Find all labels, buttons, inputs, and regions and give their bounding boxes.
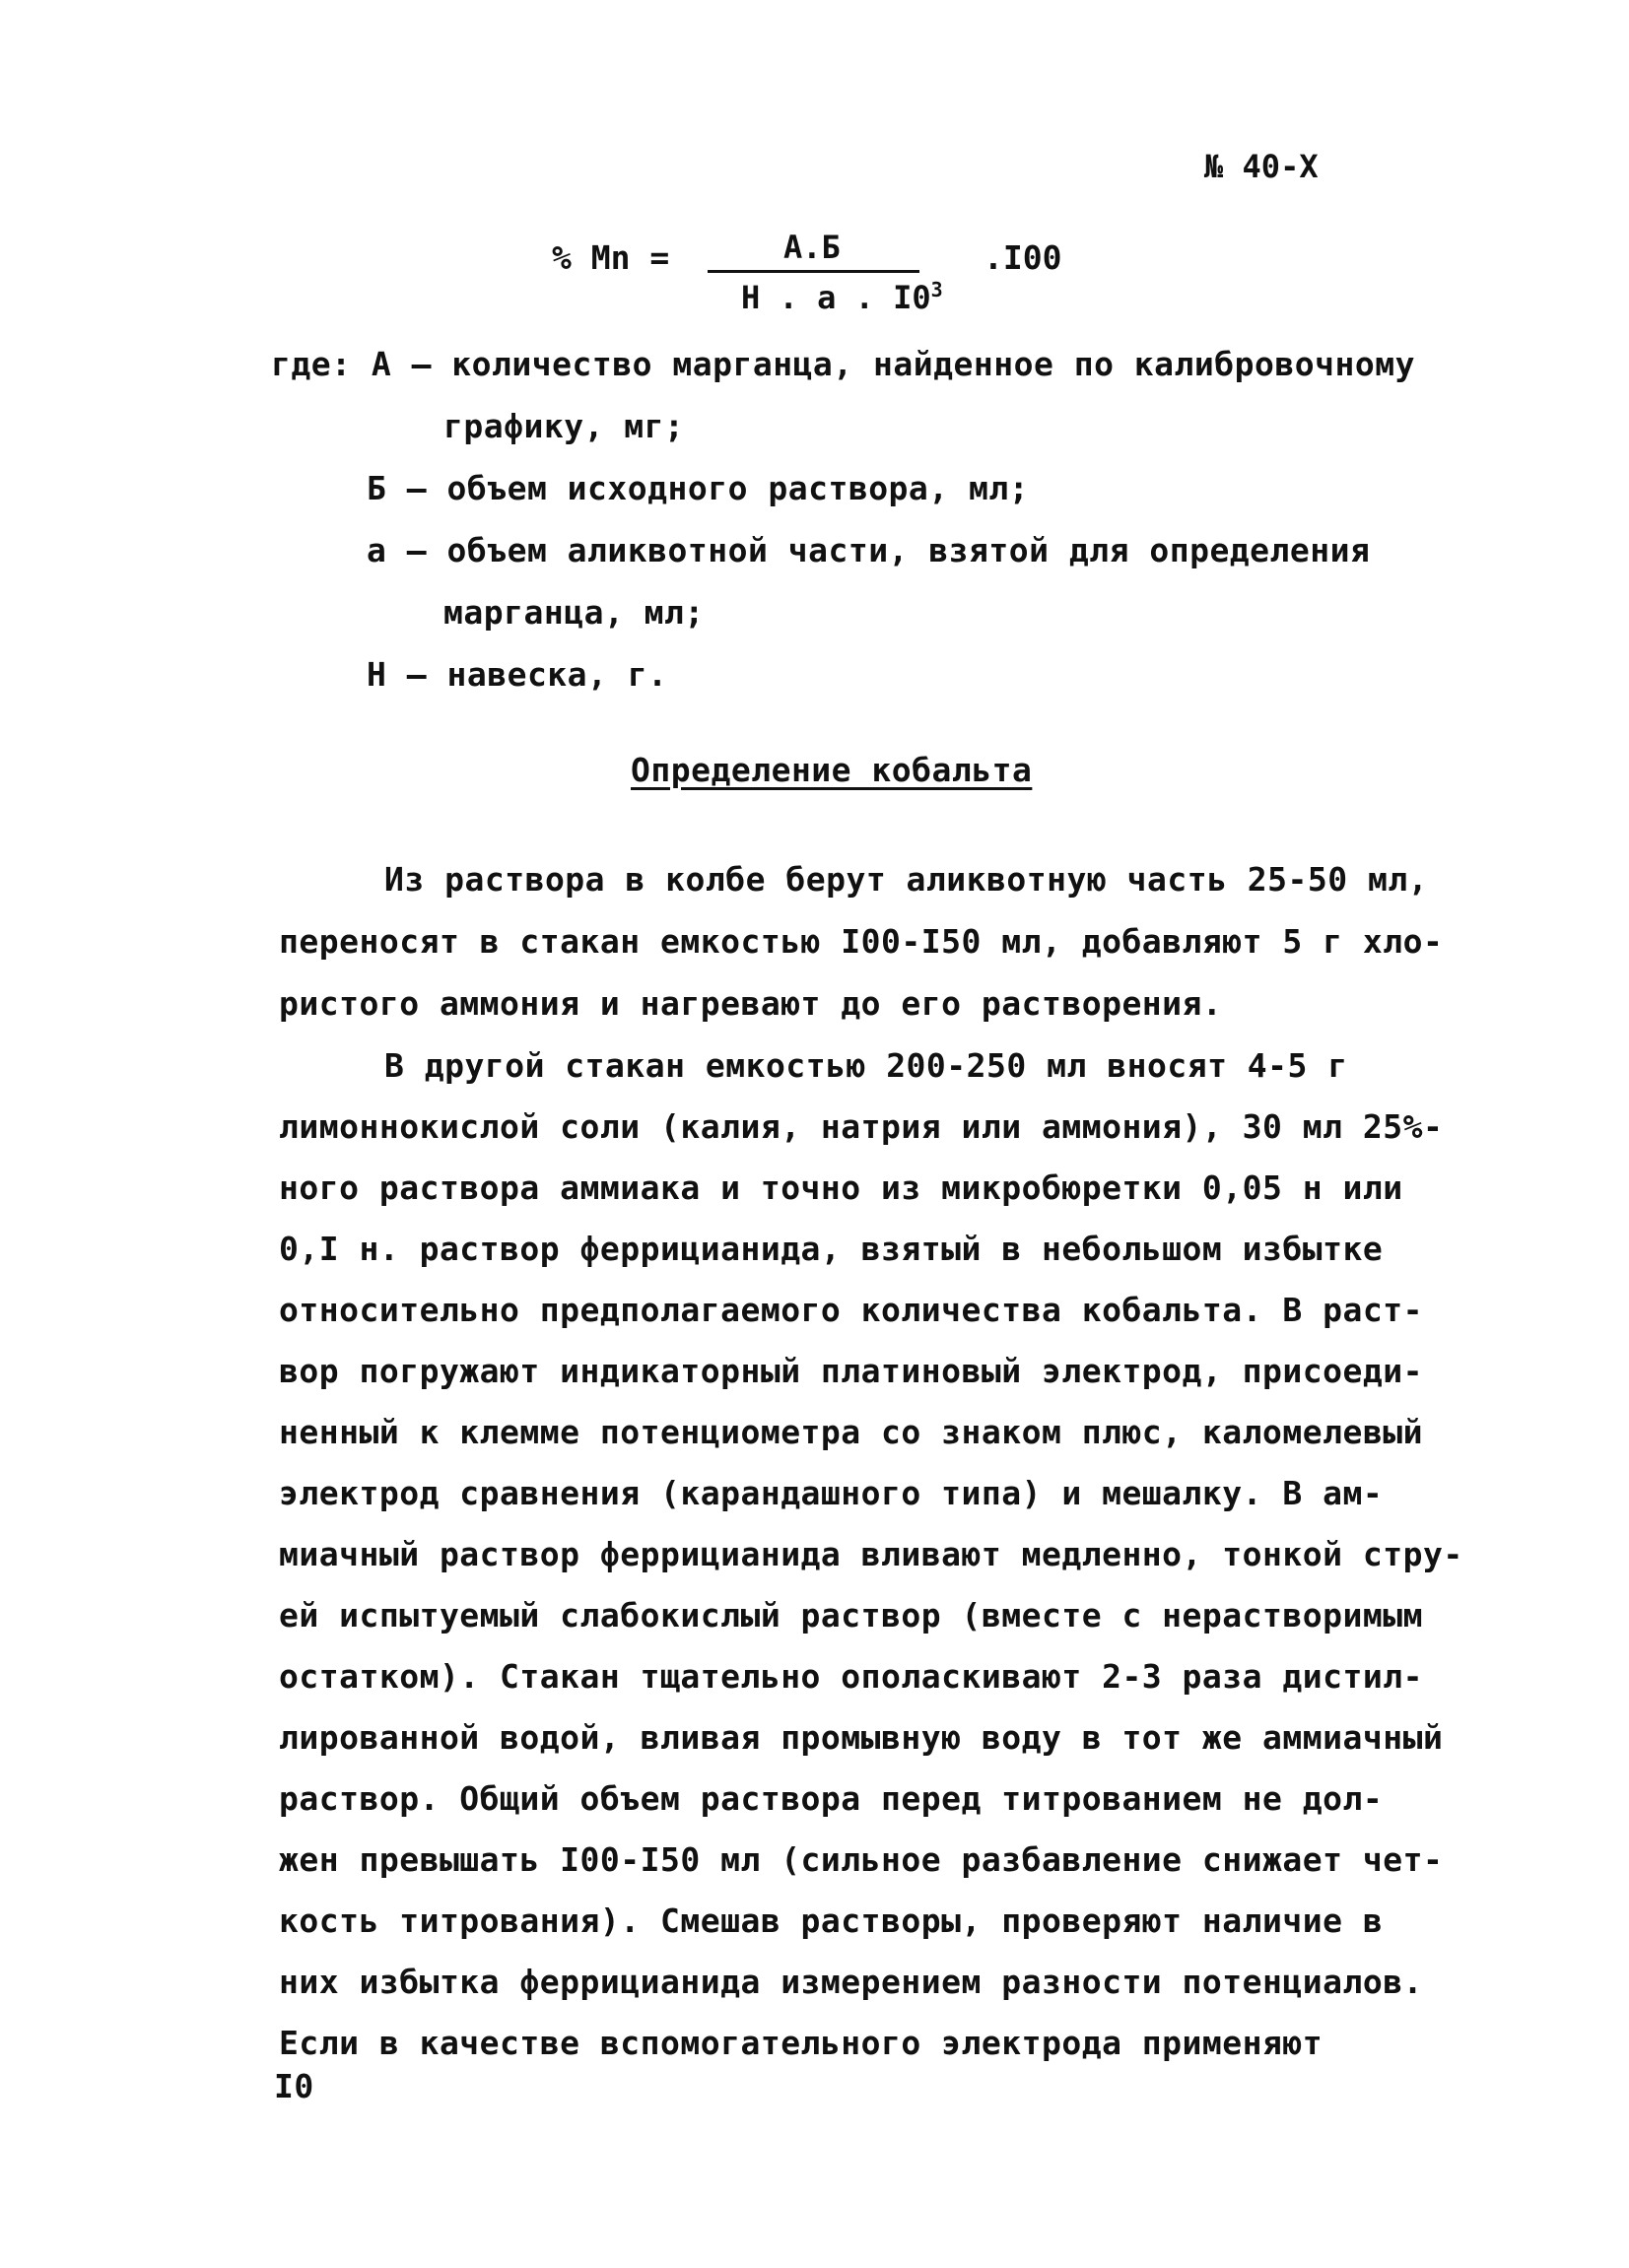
paragraph2-line: ного раствора аммиака и точно из микробюретки 0,05 н или (279, 1168, 1403, 1207)
paragraph2-line: них избытка феррицианида измерением разности потенциалов. (279, 1963, 1423, 2001)
manganese-formula (552, 229, 1104, 316)
paragraph2-line: Если в качестве вспомогательного электрода применяют (279, 2024, 1324, 2062)
formula-left-side: % Mn = (552, 238, 670, 277)
paragraph2-line: кость титрования). Смешав растворы, проверяют наличие в (279, 1901, 1384, 1940)
formula-numerator: А.Б (783, 229, 841, 266)
paragraph2-line: вор погружают индикаторный платиновый электрод, присоеди- (279, 1352, 1423, 1390)
definition-a-line1: где: А – количество марганца, найденное по калибровочному (271, 345, 1415, 383)
paragraph1-line: Из раствора в колбе берут аликвотную часть 25-50 мл, (384, 860, 1429, 899)
paragraph2-line: В другой стакан емкостью 200-250 мл вносят 4-5 г (384, 1046, 1348, 1085)
paragraph2-line: ей испытуемый слабокислый раствор (вместе с нерастворимым (279, 1596, 1423, 1634)
paragraph2-line: раствор. Общий объем раствора перед титрованием не дол- (279, 1779, 1384, 1818)
definition-b: Б – объем исходного раствора, мл; (367, 469, 1030, 507)
section-heading: Определение кобальта (631, 751, 1033, 789)
document-number: № 40-X (1204, 148, 1319, 185)
paragraph2-line: лированной водой, вливая промывную воду в тот же аммиачный (279, 1718, 1444, 1757)
definition-h: Н – навеска, г. (367, 655, 668, 694)
formula-denominator-base: Н . а . I0 (741, 279, 931, 316)
paragraph2-line: остатком). Стакан тщательно ополаскивают 2-3 раза дистил- (279, 1657, 1423, 1696)
paragraph1-line: ристого аммония и нагревают до его растворения. (279, 984, 1223, 1023)
paragraph2-line: электрод сравнения (карандашного типа) и мешалку. В ам- (279, 1474, 1384, 1512)
fraction-bar (708, 270, 919, 273)
formula-multiplier: .I00 (984, 238, 1062, 277)
paragraph2-line: жен превышать I00-I50 мл (сильное разбавление снижает чет- (279, 1840, 1444, 1879)
formula-denominator (741, 278, 943, 316)
definition-a-line2: графику, мг; (443, 407, 685, 445)
paragraph2-line: лимоннокислой соли (калия, натрия или аммония), 30 мл 25%- (279, 1107, 1444, 1146)
formula-denominator-exponent: 3 (930, 278, 943, 301)
definition-aliquot-line1: а – объем аликвотной части, взятой для определения (367, 531, 1371, 569)
paragraph2-line: ненный к клемме потенциометра со знаком плюс, каломелевый (279, 1413, 1423, 1451)
paragraph1-line: переносят в стакан емкостью I00-I50 мл, добавляют 5 г хло- (279, 922, 1444, 961)
page-number: I0 (274, 2067, 314, 2105)
paragraph2-line: относительно предполагаемого количества кобальта. В раст- (279, 1291, 1423, 1329)
paragraph2-line: миачный раствор феррицианида вливают медленно, тонкой стру- (279, 1535, 1463, 1573)
paragraph2-line: 0,I н. раствор феррицианида, взятый в небольшом избытке (279, 1230, 1384, 1268)
definition-aliquot-line2: марганца, мл; (443, 593, 705, 632)
